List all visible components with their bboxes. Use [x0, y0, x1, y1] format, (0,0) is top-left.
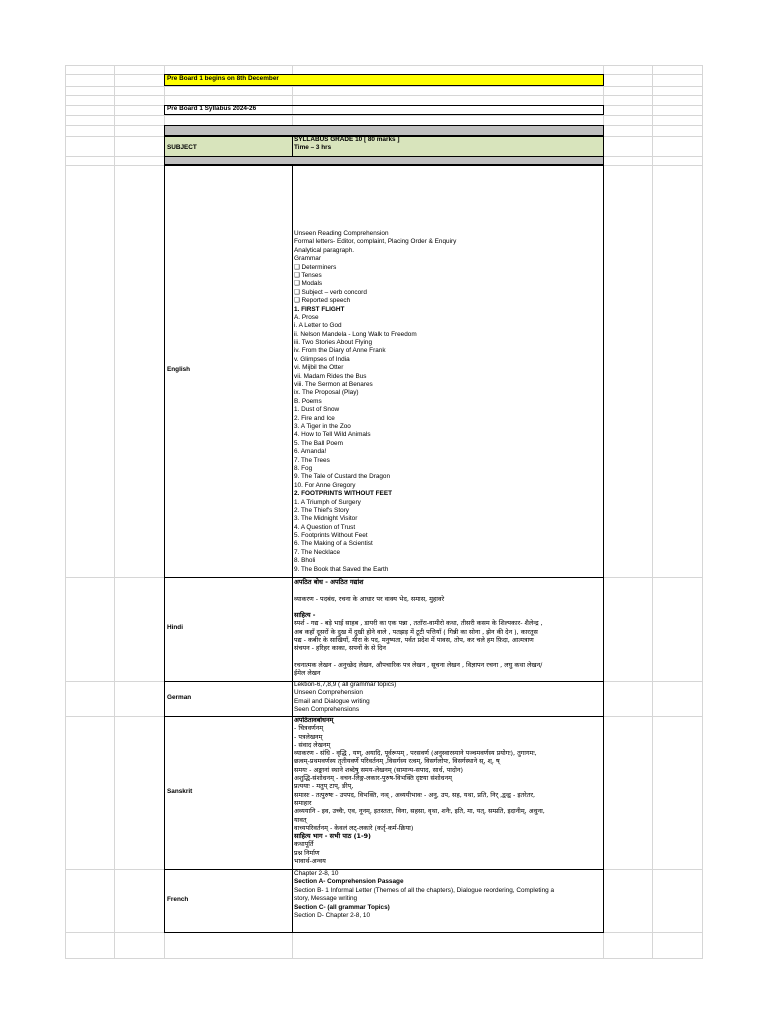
syllabus-line: Section C- (all grammar Topics) [294, 903, 390, 911]
syllabus-line: viii. The Sermon at Benares [294, 381, 373, 389]
german-syllabus [294, 681, 599, 715]
syllabus-line: अव्ययानि - इव, उच्चैः, एव, नूनम्, इतस्ततः, विना, सहसा, वृथा, शनैः, इति, मा, यत्, सम्प्रति, इदानीम्, अधुना, [294, 807, 545, 816]
syllabus-line: B. Poems [294, 397, 322, 405]
syllabus-line: कथापूर्ति [294, 840, 314, 849]
syllabus-line: संचयन - हरिहर काका, सपनों के से दिन [294, 644, 386, 653]
header-divider [292, 136, 293, 157]
syllabus-line: वाच्यपरिवर्तनम् - केवलं लट्-लकारे (कर्तृ-कर्म-क्रिया) [294, 823, 414, 832]
subject-german: German [167, 694, 192, 701]
syllabus-line: साहित्य - [294, 611, 316, 620]
syllabus-line: अपठितावबोधनम् [294, 716, 334, 724]
grid-line [114, 65, 115, 958]
syllabus-line [294, 603, 599, 611]
syllabus-line: प्रश्न निर्माण [294, 848, 320, 857]
band-row [164, 156, 604, 165]
grid-line [65, 115, 703, 116]
grid-line [702, 65, 703, 958]
grid-line [652, 65, 653, 958]
syllabus-line: 2. Fire and Ice [294, 414, 335, 422]
syllabus-line: Section A- Comprehension Passage [294, 878, 404, 886]
syllabus-line: story, Message writing [294, 895, 358, 903]
syllabus-line: अपठित बोध - अपठित गद्यांश [294, 578, 364, 586]
syllabus-line: 1. FIRST FLIGHT [294, 305, 345, 313]
syllabus-line: साहित्य भाग - सभी पाठ (1-9) [294, 832, 371, 841]
grid-line [65, 95, 703, 96]
row-divider [292, 681, 293, 717]
syllabus-line: ईमेल लेखन [294, 669, 321, 678]
row-divider [292, 577, 293, 682]
syllabus-line: 4. A Question of Trust [294, 523, 356, 531]
notice-text: Pre Board 1 begins on 8th December [167, 75, 279, 82]
sanskrit-syllabus [294, 716, 599, 865]
syllabus-line: 2. The Thief's Story [294, 506, 349, 514]
syllabus-line: vi. Mijbil the Otter [294, 364, 344, 372]
syllabus-line: समासः - तत्पुरुषः - उपपद, विभक्ति, नञ् , अव्ययीभावः - अनु, उप, सह, यथा, प्रति, निर् ,द्वन्द्व - इतरेतर, [294, 790, 536, 799]
grade-header: SYLLABUS GRADE 10 [ 80 marks ] [294, 136, 400, 143]
syllabus-line: - संवाद लेखनम् [294, 740, 331, 749]
syllabus-line: ii. Nelson Mandela - Long Walk to Freedom [294, 330, 417, 338]
syllabus-line: 9. The Tale of Custard the Dragon [294, 473, 391, 481]
syllabus-line: ix. The Proposal (Play) [294, 389, 359, 397]
syllabus-line: 3. The Midnight Visitor [294, 515, 358, 523]
syllabus-line: Unseen Comprehension [294, 689, 363, 697]
syllabus-line: भावार्थ-अन्वय [294, 857, 326, 866]
syllabus-line: 2. FOOTPRINTS WITHOUT FEET [294, 490, 392, 498]
band-row [164, 125, 604, 136]
syllabus-line: iv. From the Diary of Anne Frank [294, 347, 386, 355]
syllabus-line: छत्वम्-प्रथमवर्णस्य तृतीयवर्णे परिवर्तनम् ,विसर्गस्य रत्वम्, विसर्गलोपः, विसर्गस्थाने स्, श्, ष् [294, 757, 500, 766]
english-syllabus [294, 230, 599, 574]
syllabus-line: समयः - अङ्कानां स्थाने शब्देषु समय-लेखनम् (सामान्य-सपाद, सार्ध, पादोन) [294, 765, 463, 774]
subject-english: English [167, 366, 191, 373]
syllabus-line: v. Glimpses of India [294, 355, 350, 363]
syllabus-line: रचनात्मक लेखन - अनुच्छेद लेखन, औपचारिक पत्र लेखन , सूचना लेखन , विज्ञापन रचना , लघु कथा लेखन/ [294, 660, 543, 669]
subject-column-header: SUBJECT [167, 144, 197, 151]
grid-line [65, 86, 703, 87]
syllabus-title: Pre Board 1 Syllabus 2024-26 [167, 105, 257, 112]
syllabus-line: Grammar [294, 255, 321, 263]
grid-line [65, 65, 66, 958]
syllabus-line: 1. Dust of Snow [294, 406, 340, 414]
syllabus-line: प्रत्ययाः - मतुप् टाप्, ङीप्, [294, 782, 354, 791]
grid-line [65, 65, 703, 66]
syllabus-line: स्पर्श - गद्य - बड़े भाई साहब , डायरी का एक पन्ना , तताँरा-वामीरो कथा, तीसरी कसम के शिल्पकार- शैलेन्द्र , [294, 619, 543, 628]
syllabus-line: Email and Dialogue writing [294, 697, 370, 705]
syllabus-line: Section B- 1 Informal Letter (Themes of all the chapters), Dialogue reordering, Completing a [294, 886, 555, 894]
syllabus-line: Analytical paragraph. [294, 246, 355, 254]
syllabus-line: 10. For Anne Gregory [294, 481, 356, 489]
syllabus-line: ❑ Subject – verb concord [294, 288, 367, 296]
syllabus-line: - चित्रवर्णनम् [294, 724, 324, 733]
syllabus-line: 7. The Trees [294, 456, 330, 464]
row-divider [292, 165, 293, 578]
syllabus-line: Seen Comprehensions [294, 706, 360, 714]
syllabus-line: ❑ Modals [294, 280, 323, 288]
syllabus-line: Chapter 2-8, 10 [294, 870, 339, 877]
syllabus-line: व्याकरण - संधि - वृद्धि , यण्, अयादि, पूर्वरूपम् , परसवर्ण (अनुस्वारस्याने पञ्चमवर्णस्य प्रयोगः), तुगागमः, [294, 749, 537, 758]
syllabus-line: 7. The Necklace [294, 548, 341, 556]
row-divider [292, 716, 293, 870]
grid-line [65, 958, 703, 959]
syllabus-line: 8. Fog [294, 464, 313, 472]
syllabus-line [294, 586, 599, 594]
syllabus-line: 5. Footprints Without Feet [294, 532, 368, 540]
syllabus-line: समाहार [294, 798, 312, 807]
syllabus-line: - पत्रलेखनम् [294, 732, 323, 741]
syllabus-line: पद्य - कबीर के साखियाँ, मीरा के पद, मनुष्यता, पर्वत प्रदेश में पावस, तोप, कर चले हम फ़िदा, आत्मत्राण [294, 636, 534, 645]
syllabus-line: ❑ Reported speech [294, 297, 351, 305]
syllabus-line: i. A Letter to God [294, 322, 342, 330]
syllabus-line: A. Prose [294, 313, 319, 321]
syllabus-line: Lektion-6,7,8,9 ( all grammar topics) [294, 681, 397, 688]
syllabus-line: 3. A Tiger in the Zoo [294, 422, 351, 430]
syllabus-line: 6. Amanda! [294, 448, 327, 456]
syllabus-line: व्याकरण - पदबंध, रचना के आधार पर वाक्य भेद, समास, मुहावरे [294, 594, 445, 603]
syllabus-line: यावत् [294, 815, 307, 824]
syllabus-line: 6. The Making of a Scientist [294, 540, 373, 548]
row-divider [292, 869, 293, 933]
french-syllabus [294, 870, 599, 920]
syllabus-line: 4. How to Tell Wild Animals [294, 431, 371, 439]
syllabus-line: Unseen Reading Comprehension [294, 230, 389, 237]
syllabus-line: 5. The Ball Poem [294, 439, 343, 447]
syllabus-line: अब कहाँ दूसरों के दुख में दुखी होने वाले , पतझड़ में टूटी पत्तियाँ ( गिन्नी का सोना , झेन की देन ), कारतूस [294, 627, 538, 636]
syllabus-line: अशुद्धि-संशोधनम् - वचन-लिङ्ग-लकार-पुरुष-विभक्ति दृष्टया संशोधनम् [294, 774, 452, 783]
hindi-syllabus [294, 578, 599, 678]
syllabus-line: 8. Bholi [294, 557, 316, 565]
syllabus-line: Formal letters- Editor, complaint, Placing Order & Enquiry [294, 238, 457, 246]
syllabus-line: 1. A Triumph of Surgery [294, 498, 361, 506]
time-header: Time – 3 hrs [294, 144, 332, 151]
subject-sanskrit: Sanskrit [167, 788, 193, 795]
syllabus-line: Section D- Chapter 2-8, 10 [294, 911, 371, 919]
syllabus-line: iii. Two Stories About Flying [294, 339, 373, 347]
syllabus-line: ❑ Tenses [294, 271, 322, 279]
subject-french: French [167, 896, 189, 903]
syllabus-line: vii. Madam Rides the Bus [294, 372, 367, 380]
subject-hindi: Hindi [167, 624, 183, 631]
syllabus-line [294, 653, 599, 661]
syllabus-line: ❑ Determiners [294, 263, 337, 271]
syllabus-line: 9. The Book that Saved the Earth [294, 565, 389, 573]
